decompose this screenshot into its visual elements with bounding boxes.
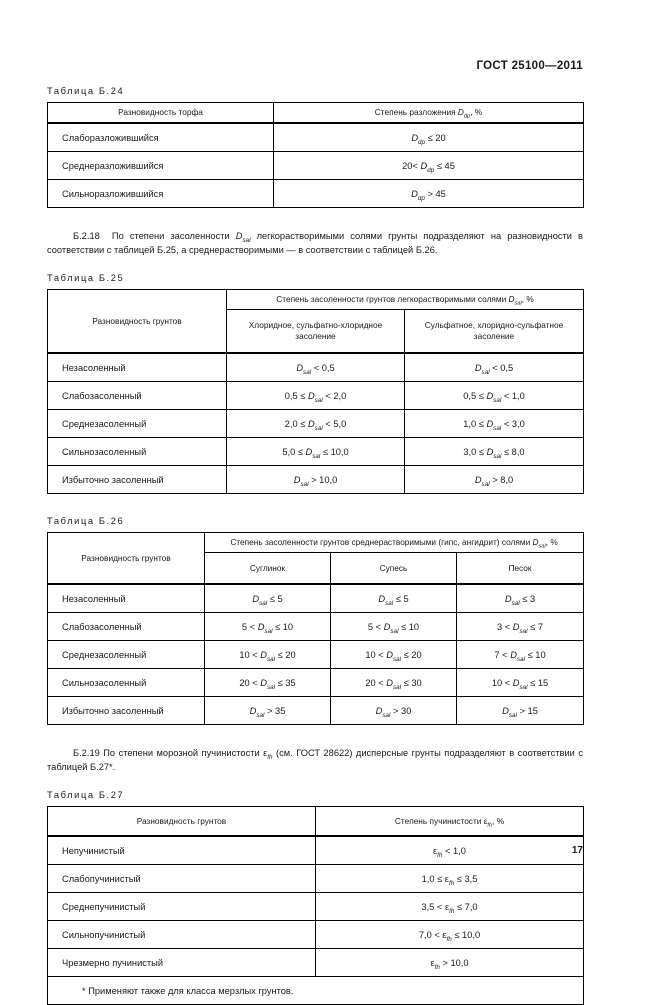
value-suffix: ≤ 3	[519, 593, 536, 604]
symbol-sub-dp: dp	[417, 194, 425, 202]
symbol-d: D	[411, 132, 419, 143]
symbol-d: D	[375, 705, 383, 716]
value-prefix: 5 <	[367, 621, 384, 632]
value-suffix: ≤ 45	[434, 160, 455, 171]
cell-value	[205, 584, 331, 613]
symbol-sub-sal: sal	[385, 599, 394, 607]
cell-value	[316, 893, 584, 921]
cell-value	[205, 613, 331, 641]
paragraph-text-2: легкорастворимыми солями грунты подразделяют на разновидности в соответствии с таблицей Б.25, а среднерастворимыми — в соответствии с таблицей Б.26.	[47, 231, 583, 255]
cell-name: Слабопучинистый	[48, 865, 316, 893]
symbol-sub-sal: sal	[382, 711, 391, 719]
value-prefix: 10 <	[365, 649, 387, 660]
symbol-sub-sal: sal	[300, 480, 309, 488]
symbol-sub-sal: sal	[390, 627, 399, 635]
symbol-sub-sal: sal	[256, 711, 265, 719]
symbol-sub-sal: sal	[508, 711, 517, 719]
paragraph-text-2: (см. ГОСТ 28622) дисперсные грунты подразделяют в соответствии с таблицей Б.27*.	[47, 748, 583, 772]
symbol-d: D	[260, 677, 267, 688]
spacer	[47, 774, 583, 790]
table-b27-col2-header	[316, 807, 584, 837]
value-suffix: ≤ 10,0	[320, 446, 349, 457]
symbol-sub-fh: fh	[448, 879, 455, 887]
value-suffix: > 10,0	[439, 957, 469, 968]
symbol-d: D	[307, 418, 315, 429]
value-prefix: 3 <	[497, 621, 513, 632]
table-b27-head	[48, 807, 584, 837]
value-suffix: ≤ 10	[398, 621, 420, 632]
header-text-suffix: , %	[521, 294, 534, 304]
symbol-sub-sal: sal	[314, 424, 323, 432]
value-prefix: 3,5 <	[421, 901, 445, 912]
table-header-row-group	[48, 290, 584, 310]
symbol-sub-sal: sal	[266, 655, 276, 663]
symbol-sub-dp: dp	[427, 166, 435, 174]
symbol-sub-sal: sal	[264, 627, 273, 635]
table-row	[48, 410, 584, 438]
table-b24-col1-header: Разновидность торфа	[48, 103, 274, 124]
paragraph-number: Б.2.18	[73, 231, 100, 241]
table-row	[48, 152, 584, 180]
cell-value	[205, 669, 331, 697]
table-row	[48, 697, 584, 725]
symbol-epsilon: ε	[263, 748, 268, 758]
symbol-d: D	[386, 649, 393, 660]
page-content	[47, 86, 583, 1005]
spacer	[47, 257, 583, 273]
cell-name: Среднепучинистый	[48, 893, 316, 921]
header-text-prefix: Степень засоленности грунтов среднерастворимыми (гипс, ангидрит) солями	[230, 537, 533, 547]
cell-name: Избыточно засоленный	[48, 466, 227, 494]
symbol-d: D	[249, 705, 257, 716]
value-suffix: ≤ 3,5	[454, 873, 478, 884]
table-row	[48, 836, 584, 865]
symbol-d: D	[512, 677, 520, 688]
value-suffix: ≤ 10	[272, 621, 294, 632]
table-b25	[47, 289, 584, 494]
symbol-epsilon: ε	[430, 957, 435, 968]
value-prefix: 20<	[402, 160, 421, 171]
cell-value	[227, 438, 405, 466]
table-row	[48, 893, 584, 921]
value-prefix: 0,5 ≤	[463, 390, 487, 401]
value-suffix: ≤ 5	[393, 593, 409, 604]
value-suffix: ≤ 7,0	[454, 901, 478, 912]
symbol-epsilon: ε	[433, 845, 438, 856]
symbol-sub-fh: fh	[449, 907, 455, 915]
table-row	[48, 382, 584, 410]
symbol-sub-sal: sal	[259, 599, 268, 607]
symbol-d: D	[411, 188, 418, 199]
value-suffix: ≤ 5	[267, 593, 283, 604]
symbol-sub-fh: fh	[487, 822, 493, 829]
symbol-d: D	[378, 593, 386, 604]
symbol-d: D	[457, 107, 464, 117]
paragraph-b218	[47, 230, 583, 257]
cell-name: Слаборазложившийся	[48, 123, 274, 152]
cell-value	[227, 466, 405, 494]
cell-value	[457, 669, 584, 697]
symbol-sub-sal: sal	[519, 683, 528, 691]
symbol-d: D	[293, 474, 301, 485]
table-b25-group-header	[227, 290, 584, 310]
table-row	[48, 669, 584, 697]
value-prefix: 3,0 ≤	[463, 446, 487, 457]
symbol-sub-sal: sal	[516, 655, 525, 663]
cell-value	[457, 584, 584, 613]
value-suffix: < 0,5	[489, 362, 514, 373]
cell-name: Слабозасоленный	[48, 613, 205, 641]
symbol-sub-dp: dp	[463, 113, 471, 120]
symbol-sub-sal: sal	[519, 627, 528, 635]
table-b25-head	[48, 290, 584, 354]
symbol-sub-fh: fh	[437, 851, 443, 859]
symbol-d: D	[486, 446, 494, 457]
value-suffix: > 35	[264, 705, 286, 716]
cell-value	[405, 410, 584, 438]
symbol-d: D	[260, 649, 267, 660]
cell-value	[331, 641, 457, 669]
symbol-epsilon: ε	[442, 929, 447, 940]
paragraph-b219	[47, 747, 583, 774]
table-b25-body	[48, 353, 584, 494]
value-suffix: < 3,0	[501, 418, 525, 429]
value-suffix: ≤ 8,0	[501, 446, 525, 457]
value-suffix: ≤ 20	[425, 132, 446, 143]
value-suffix: < 5,0	[322, 418, 347, 429]
cell-value	[405, 466, 584, 494]
value-suffix: < 1,0	[442, 845, 466, 856]
symbol-sub-sal: sal	[314, 396, 323, 404]
paragraph-text-1: По степени засоленности	[111, 231, 236, 241]
symbol-sub-sal: sal	[538, 543, 546, 550]
symbol-sub-fh: fh	[446, 935, 452, 943]
table-row	[48, 353, 584, 382]
symbol-d: D	[532, 537, 539, 547]
symbol-sub-fh: fh	[434, 963, 440, 971]
cell-value	[227, 382, 405, 410]
cell-name: Сильноразложившийся	[48, 180, 274, 208]
cell-value	[405, 382, 584, 410]
cell-value	[316, 949, 584, 977]
cell-name: Незасоленный	[48, 353, 227, 382]
table-b25-col1-header: Разновидность грунтов	[48, 290, 227, 354]
table-b27-footnote: * Применяют также для класса мерзлых грунтов.	[48, 977, 584, 1005]
spacer	[47, 725, 583, 747]
table-b27	[47, 806, 584, 1005]
value-prefix: 1,0 ≤	[463, 418, 487, 429]
value-prefix: 0,5 ≤	[284, 390, 308, 401]
spacer	[47, 208, 583, 230]
symbol-epsilon: ε	[483, 815, 488, 826]
cell-value	[405, 438, 584, 466]
symbol-d: D	[474, 474, 482, 485]
cell-value	[227, 410, 405, 438]
symbol-d: D	[386, 677, 393, 688]
cell-value	[274, 123, 584, 152]
symbol-d: D	[296, 362, 304, 373]
table-b24-body	[48, 123, 584, 208]
symbol-sub-sal: sal	[266, 683, 276, 691]
table-b27-col1-header: Разновидность грунтов	[48, 807, 316, 837]
header-text-suffix: , %	[470, 107, 483, 117]
value-prefix: 2,0 ≤	[284, 418, 308, 429]
table-b25-caption: Таблица Б.25	[47, 273, 125, 283]
symbol-sub-sal: sal	[514, 300, 522, 307]
symbol-sub-dp: dp	[418, 138, 426, 146]
table-row	[48, 613, 584, 641]
value-suffix: ≤ 10,0	[451, 929, 481, 940]
symbol-sub-sal: sal	[242, 236, 251, 244]
cell-value	[331, 613, 457, 641]
paragraph-number: Б.2.19	[73, 748, 100, 758]
cell-value	[457, 613, 584, 641]
table-b24	[47, 102, 584, 208]
table-header-row-group	[48, 533, 584, 553]
table-header-row	[48, 807, 584, 837]
symbol-d: D	[420, 160, 428, 171]
value-suffix: ≤ 15	[527, 677, 549, 688]
cell-name: Сильнозасоленный	[48, 438, 227, 466]
value-suffix: ≤ 35	[275, 677, 296, 688]
cell-value	[205, 641, 331, 669]
page-number: 17	[571, 845, 583, 856]
header-text-prefix: Степень засоленности грунтов легкорастворимыми солями	[276, 294, 509, 304]
table-row	[48, 949, 584, 977]
value-suffix: < 2,0	[322, 390, 347, 401]
symbol-d: D	[502, 705, 509, 716]
table-row	[48, 180, 584, 208]
value-prefix: 10 <	[491, 677, 513, 688]
header-text-suffix: , %	[492, 815, 505, 826]
cell-name: Чрезмерно пучинистый	[48, 949, 316, 977]
symbol-sub-sal: sal	[303, 368, 312, 376]
value-suffix: > 10,0	[308, 474, 338, 485]
header-text-suffix: , %	[545, 537, 558, 547]
cell-name: Слабозасоленный	[48, 382, 227, 410]
symbol-d: D	[512, 621, 520, 632]
cell-value	[331, 697, 457, 725]
symbol-d: D	[504, 593, 512, 604]
table-b26-subheader-2: Супесь	[331, 553, 457, 585]
cell-name: Сильнозасоленный	[48, 669, 205, 697]
symbol-sub-sal: sal	[481, 480, 490, 488]
header-text-prefix: Степень разложения	[374, 107, 458, 117]
symbol-d: D	[305, 446, 313, 457]
value-suffix: < 0,5	[311, 362, 335, 373]
table-b24-col2-header	[274, 103, 584, 124]
symbol-epsilon: ε	[444, 901, 450, 912]
symbol-d: D	[235, 231, 243, 241]
symbol-d: D	[474, 362, 482, 373]
value-suffix: < 1,0	[501, 390, 525, 401]
table-b26-group-header	[205, 533, 584, 553]
value-prefix: 5,0 ≤	[282, 446, 306, 457]
cell-value	[316, 921, 584, 949]
table-row	[48, 921, 584, 949]
symbol-d: D	[307, 390, 315, 401]
value-prefix: 20 <	[365, 677, 387, 688]
symbol-sub-sal: sal	[392, 655, 402, 663]
symbol-sub-sal: sal	[481, 368, 490, 376]
symbol-d: D	[252, 593, 260, 604]
cell-value	[205, 697, 331, 725]
table-row	[48, 438, 584, 466]
table-b26-head	[48, 533, 584, 585]
table-header-row	[48, 103, 584, 124]
cell-value	[457, 641, 584, 669]
cell-value	[316, 836, 584, 865]
cell-name: Среднезасоленный	[48, 410, 227, 438]
cell-value	[316, 865, 584, 893]
value-suffix: ≤ 10	[525, 649, 546, 660]
table-b26-caption: Таблица Б.26	[47, 516, 125, 526]
table-b26-body	[48, 584, 584, 725]
value-suffix: > 8,0	[489, 474, 514, 485]
value-prefix: 7,0 <	[418, 929, 443, 940]
table-row	[48, 466, 584, 494]
cell-name: Сильнопучинистый	[48, 921, 316, 949]
page-header-standard: ГОСТ 25100—2011	[476, 60, 583, 72]
cell-value	[274, 152, 584, 180]
symbol-d: D	[508, 294, 515, 304]
value-prefix: 10 <	[239, 649, 261, 660]
table-row	[48, 123, 584, 152]
value-suffix: > 15	[516, 705, 538, 716]
table-b26-subheader-3: Песок	[457, 553, 584, 585]
table-b26-subheader-1: Суглинок	[205, 553, 331, 585]
symbol-d: D	[383, 621, 391, 632]
header-text-prefix: Степень пучинистости	[394, 815, 484, 826]
table-row	[48, 584, 584, 613]
table-b25-subheader-2: Сульфатное, хлоридно-сульфатное засоление	[405, 310, 584, 354]
cell-value	[274, 180, 584, 208]
symbol-d: D	[257, 621, 265, 632]
paragraph-text-1: По степени морозной пучинистости	[103, 748, 264, 758]
symbol-epsilon: ε	[444, 873, 449, 884]
value-suffix: ≤ 20	[275, 649, 296, 660]
value-prefix: 1,0 ≤	[421, 873, 445, 884]
value-suffix: ≤ 7	[527, 621, 544, 632]
cell-value	[405, 353, 584, 382]
cell-value	[227, 353, 405, 382]
symbol-sub-sal: sal	[493, 424, 502, 432]
cell-name: Среднезасоленный	[48, 641, 205, 669]
symbol-sub-sal: sal	[493, 396, 502, 404]
value-suffix: > 45	[424, 188, 446, 199]
table-b24-caption: Таблица Б.24	[47, 86, 125, 96]
cell-value	[331, 584, 457, 613]
value-prefix: 7 <	[494, 649, 511, 660]
spacer	[47, 494, 583, 516]
symbol-d: D	[486, 390, 494, 401]
symbol-d: D	[510, 649, 517, 660]
cell-name: Незасоленный	[48, 584, 205, 613]
value-prefix: 20 <	[239, 677, 261, 688]
symbol-sub-sal: sal	[511, 599, 520, 607]
symbol-sub-sal: sal	[312, 452, 321, 460]
symbol-d: D	[486, 418, 494, 429]
table-b26	[47, 532, 584, 725]
value-suffix: ≤ 30	[401, 677, 422, 688]
table-b25-subheader-1: Хлоридное, сульфатно-хлоридное засоление	[227, 310, 405, 354]
table-row	[48, 865, 584, 893]
cell-name: Среднеразложившийся	[48, 152, 274, 180]
value-prefix: 5 <	[241, 621, 258, 632]
cell-value	[331, 669, 457, 697]
cell-name: Непучинистый	[48, 836, 316, 865]
table-b27-caption: Таблица Б.27	[47, 790, 125, 800]
value-suffix: > 30	[390, 705, 412, 716]
symbol-sub-sal: sal	[392, 683, 402, 691]
cell-value	[457, 697, 584, 725]
table-row	[48, 641, 584, 669]
table-b27-body	[48, 836, 584, 1005]
table-b26-col1-header: Разновидность грунтов	[48, 533, 205, 585]
value-suffix: ≤ 20	[401, 649, 422, 660]
symbol-sub-sal: sal	[493, 452, 502, 460]
table-b24-head	[48, 103, 584, 124]
symbol-sub-fh: fh	[267, 753, 273, 761]
cell-name: Избыточно засоленный	[48, 697, 205, 725]
table-footnote-row	[48, 977, 584, 1005]
